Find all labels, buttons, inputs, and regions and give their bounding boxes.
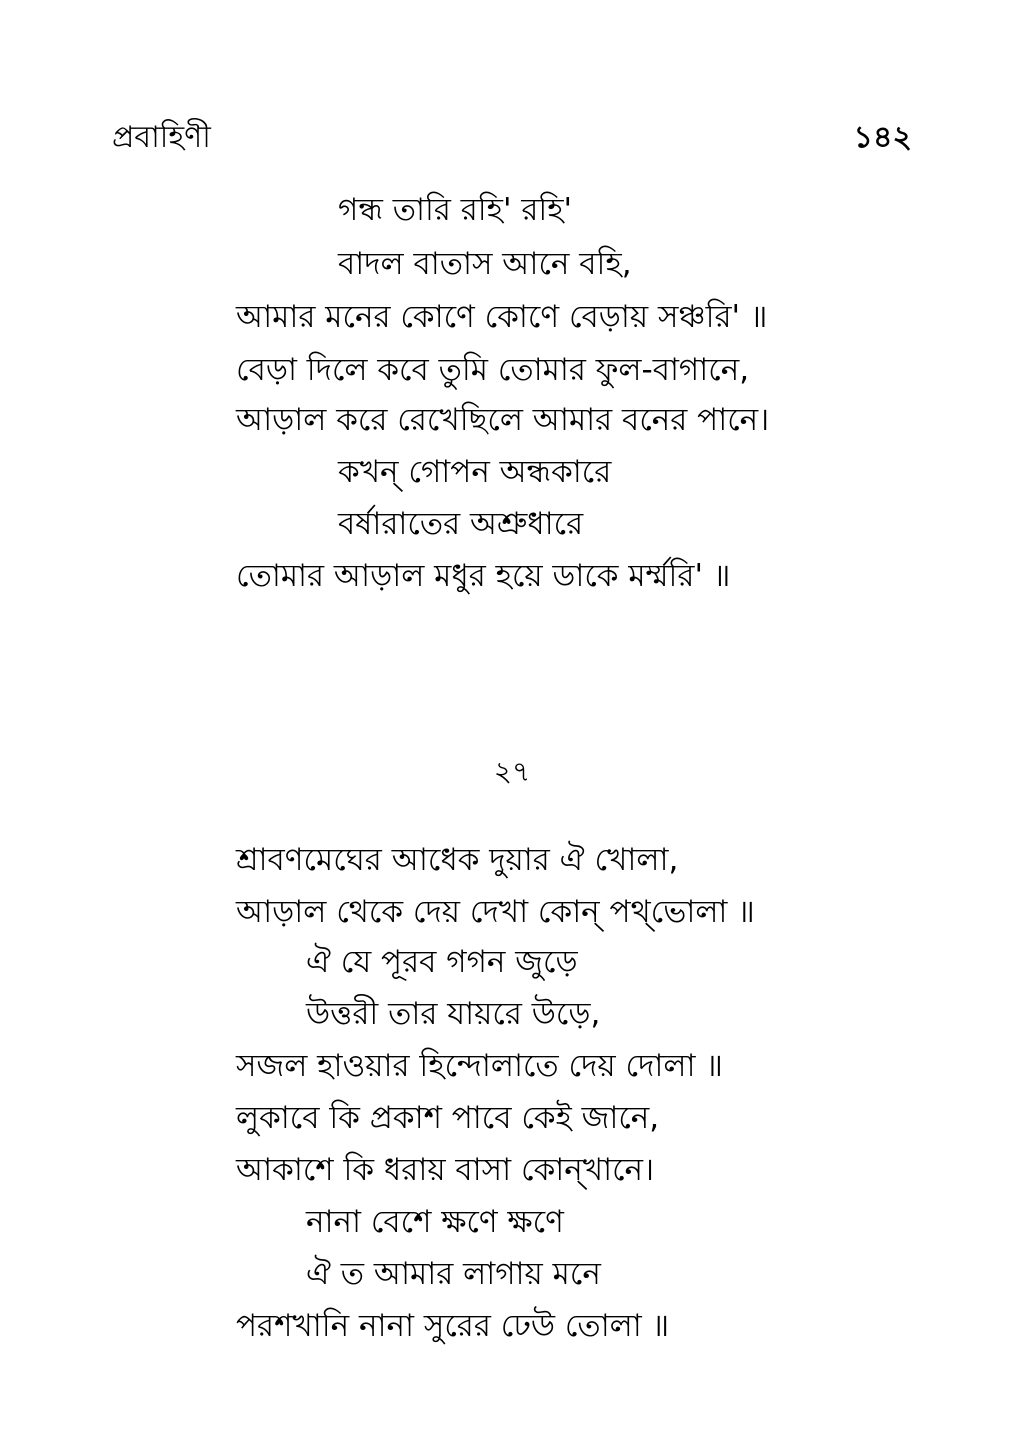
poem-line: আকাশে কি ধরায় বাসা কোন্‌খানে।: [236, 1152, 655, 1188]
poem-line: নানা বেশে ক্ষণে ক্ষণে: [306, 1204, 564, 1240]
poem-line: কখন্ গোপন অন্ধকারে: [338, 454, 612, 490]
poem-line: সজল হাওয়ার হিন্দোলাতে দেয় দোলা ॥: [236, 1048, 723, 1084]
poem-line: ঐ ত আমার লাগায় মনে: [306, 1256, 601, 1292]
running-title: প্রবাহিণী: [112, 120, 211, 155]
poem-line: তোমার আড়াল মধুর হয়ে ডাকে মর্ম্মরি' ॥: [236, 558, 731, 594]
poem-line: লুকাবে কি প্রকাশ পাবে কেই জানে,: [236, 1100, 660, 1136]
poem-line: ঐ যে পূরব গগন জুড়ে: [306, 944, 578, 980]
poem-number: ২৭: [493, 755, 531, 788]
poem-line: বাদল বাতাস আনে বহি,: [338, 246, 632, 282]
poem-line: গন্ধ তারি রহি' রহি': [338, 192, 573, 228]
poem-line: পরশখানি নানা সুরের ঢেউ তোলা ॥: [236, 1308, 670, 1344]
poem-line: আমার মনের কোণে কোণে বেড়ায় সঞ্চরি' ॥: [236, 299, 768, 335]
poem-line: আড়াল থেকে দেয় দেখা কোন্ পথ্‌ভোলা ॥: [236, 894, 755, 930]
poem-line: বেড়া দিলে কবে তুমি তোমার ফুল-বাগানে,: [236, 352, 750, 388]
poem-line: আড়াল করে রেখেছিলে আমার বনের পানে।: [236, 402, 770, 438]
poem-line: উত্তরী তার যায়রে উড়ে,: [306, 996, 601, 1032]
poem-line: বর্ষারাতের অশ্রুধারে: [338, 506, 584, 542]
page-number: ১৪২: [853, 120, 912, 155]
poem-line: শ্রাবণমেঘের আধেক দুয়ার ঐ খোলা,: [236, 842, 679, 878]
